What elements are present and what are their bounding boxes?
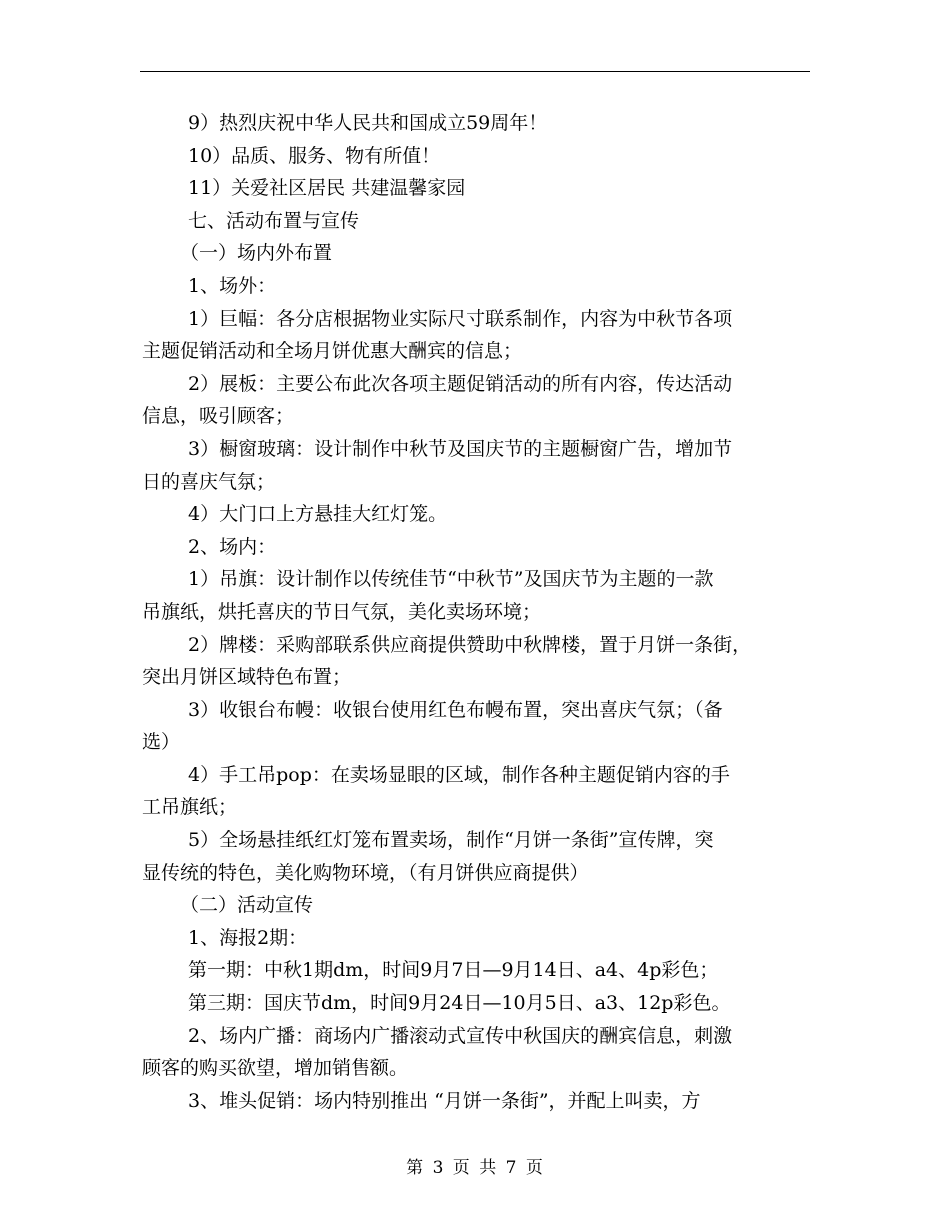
line-14: 2、场内： (188, 535, 277, 558)
line-10: 信息，吸引顾客； (142, 405, 295, 428)
line-27: 第一期：中秋1期dm，时间9月7日—9月14日、a4、4p彩色； (188, 959, 719, 982)
line-30: 顾客的购买欲望，增加销售额。 (142, 1057, 409, 1080)
line-15: 1）吊旗：设计制作以传统佳节“中秋节”及国庆节为主题的一款 (188, 568, 714, 591)
line-23: 5）全场悬挂纸红灯笼布置卖场，制作“月饼一条街”宣传牌，突 (188, 829, 714, 852)
line-2: 10）品质、服务、物有所值！ (188, 144, 441, 167)
section-heading-7: 七、活动布置与宣传 (188, 209, 360, 232)
line-29: 2、场内广播：商场内广播滚动式宣传中秋国庆的酬宾信息，刺激 (188, 1024, 733, 1047)
line-16: 吊旗纸，烘托喜庆的节日气氛，美化卖场环境； (142, 600, 542, 623)
line-22: 工吊旗纸； (142, 796, 238, 819)
line-19: 3）收银台布幔：收银台使用红色布幔布置，突出喜庆气氛；（备 (188, 698, 723, 721)
line-9: 2）展板：主要公布此次各项主题促销活动的所有内容，传达活动 (188, 372, 733, 395)
line-18: 突出月饼区域特色布置； (142, 666, 352, 689)
line-20: 选） (142, 731, 181, 754)
line-8: 主题促销活动和全场月饼优惠大酬宾的信息； (142, 340, 523, 363)
line-13: 4）大门口上方悬挂大红灯笼。 (188, 503, 448, 526)
page-number-footer: 第 3 页 共 7 页 (406, 1158, 544, 1178)
line-7: 1）巨幅：各分店根据物业实际尺寸联系制作，内容为中秋节各项 (188, 307, 733, 330)
subsection-heading-1: （一）场内外布置 (180, 242, 333, 265)
line-11: 3）橱窗玻璃：设计制作中秋节及国庆节的主题橱窗广告，增加节 (188, 437, 733, 460)
line-24: 显传统的特色，美化购物环境，（有月饼供应商提供） (142, 861, 589, 884)
line-21: 4）手工吊pop：在卖场显眼的区域，制作各种主题促销内容的手 (188, 763, 730, 786)
line-6: 1、场外： (188, 274, 277, 297)
line-1: 9）热烈庆祝中华人民共和国成立59周年！ (188, 112, 548, 134)
subsection-heading-2: （二）活动宣传 (180, 894, 314, 917)
document-body (142, 107, 810, 1117)
line-12: 日的喜庆气氛； (142, 470, 276, 493)
header-rule (140, 71, 810, 72)
line-31: 3、堆头促销：场内特别推出 “月饼一条街”，并配上叫卖，方 (188, 1089, 701, 1112)
line-3: 11）关爱社区居民 共建温馨家园 (188, 177, 466, 200)
line-28: 第三期：国庆节dm，时间9月24日—10月5日、a3、12p彩色。 (188, 992, 731, 1015)
line-17: 2）牌楼：采购部联系供应商提供赞助中秋牌楼，置于月饼一条街， (188, 633, 752, 656)
line-26: 1、海报2期： (188, 926, 308, 949)
